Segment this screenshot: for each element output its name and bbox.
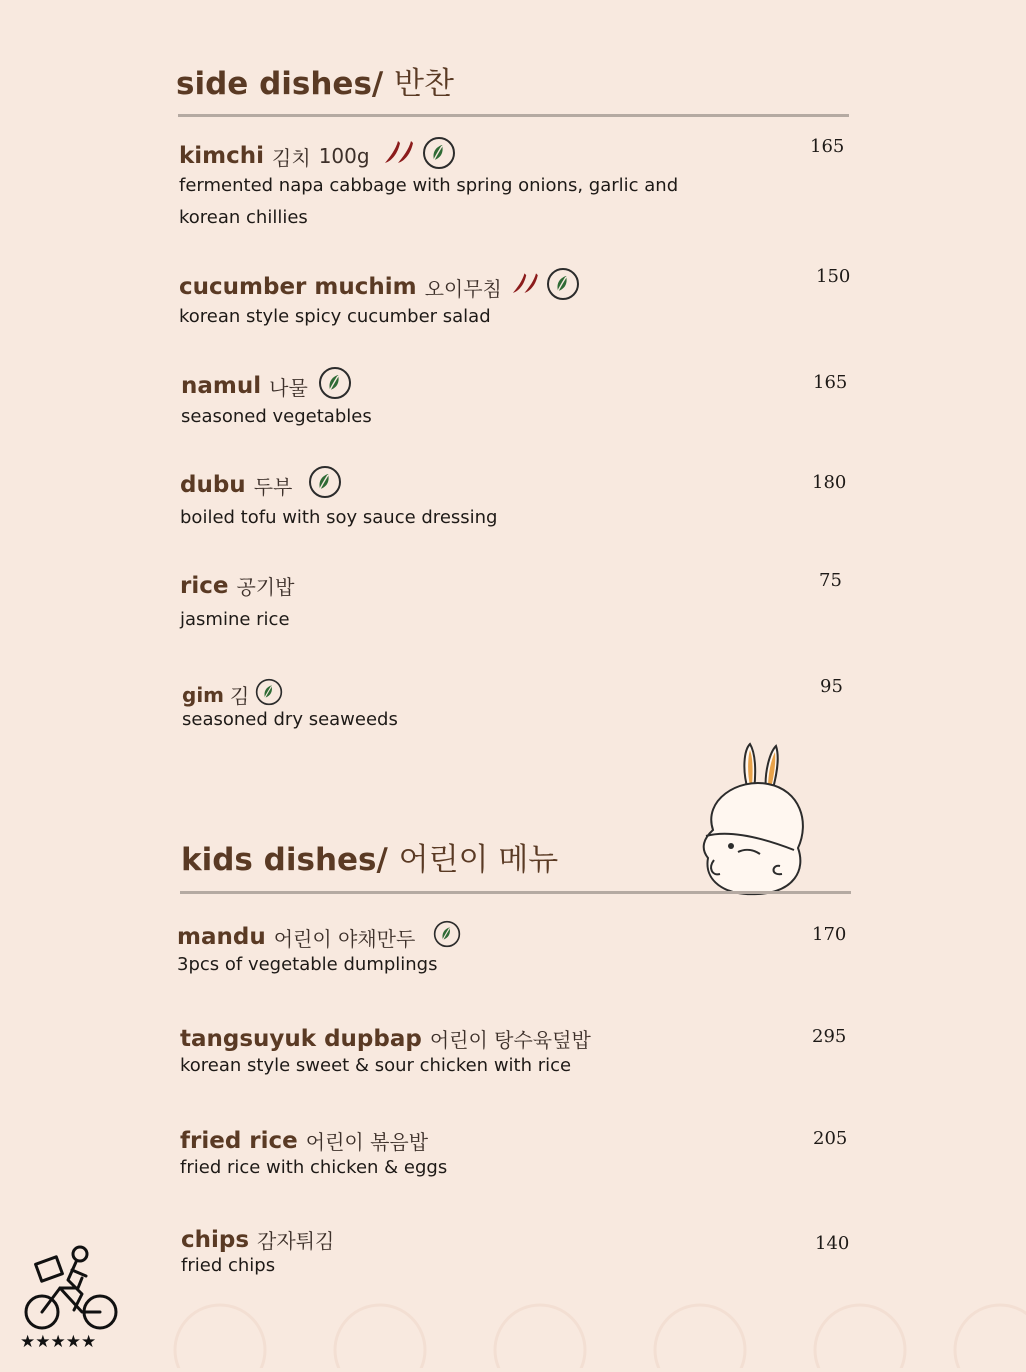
item-description: fermented napa cabbage with spring onions, garlic and korean chillies [179, 175, 679, 228]
item-name-ko: 두부 [253, 474, 293, 499]
item-name [180, 1126, 428, 1155]
item-price: 170 [812, 924, 847, 945]
section-title-kids-dishes [181, 834, 558, 879]
section-title-en: side dishes/ [176, 66, 384, 102]
item-price: 165 [810, 136, 845, 157]
item-name-en: chips [181, 1226, 250, 1253]
background-pattern [120, 1270, 1026, 1372]
item-name-ko: 김 [230, 684, 250, 708]
item-name [180, 571, 294, 600]
item-name-ko: 감자튀김 [257, 1229, 335, 1253]
item-name-en: gim [182, 682, 225, 707]
item-price: 205 [813, 1128, 848, 1149]
item-description: korean style spicy cucumber salad [179, 306, 491, 327]
item-price: 140 [815, 1233, 850, 1254]
section-title-ko: 어린이 메뉴 [398, 842, 559, 878]
item-description: 3pcs of vegetable dumplings [177, 954, 438, 975]
section-title-side-dishes [176, 58, 454, 103]
section-divider [180, 891, 851, 894]
item-name-ko: 김치 [272, 145, 311, 170]
item-name-en: rice [180, 572, 229, 599]
leaf-circle-icon [318, 366, 352, 406]
item-name-en: namul [181, 373, 262, 399]
item-description: seasoned dry seaweeds [182, 709, 398, 730]
item-description: seasoned vegetables [181, 406, 372, 427]
chili-pepper-icon [512, 270, 544, 304]
item-description: jasmine rice [180, 609, 290, 630]
item-weight: 100g [318, 144, 370, 168]
item-name-ko: 어린이 야채만두 [273, 926, 416, 951]
item-description: fried chips [181, 1255, 276, 1276]
item-name-ko: 나물 [269, 375, 308, 400]
item-description: boiled tofu with soy sauce dressing [180, 507, 498, 528]
item-name-en: mandu [177, 924, 266, 950]
section-title-ko: 반찬 [394, 66, 454, 102]
item-price: 180 [812, 472, 847, 493]
item-name-en: tangsuyuk dupbap [180, 1025, 422, 1052]
svg-text:★★★★★: ★★★★★ [20, 1332, 97, 1350]
item-price: 95 [820, 676, 843, 697]
item-name-en: cucumber muchim [179, 274, 417, 300]
item-name [180, 465, 342, 505]
item-name [181, 366, 352, 406]
item-description: korean style sweet & sour chicken with rice [180, 1055, 572, 1076]
chili-pepper-icon [384, 139, 420, 173]
item-price: 75 [819, 570, 842, 591]
item-name-ko: 어린이 볶음밥 [305, 1130, 429, 1154]
item-description: fried rice with chicken & eggs [180, 1157, 448, 1178]
item-name-en: dubu [180, 472, 246, 498]
section-divider [178, 114, 849, 117]
item-price: 150 [816, 266, 851, 287]
item-name-en: kimchi [179, 143, 265, 169]
delivery-cyclist-icon [20, 1244, 122, 1354]
section-title-en: kids dishes/ [181, 842, 388, 878]
leaf-circle-icon [308, 465, 342, 505]
item-name-ko: 공기밥 [236, 575, 295, 599]
item-price: 165 [813, 372, 848, 393]
item-price: 295 [812, 1026, 847, 1047]
item-name-ko: 오이무침 [424, 276, 502, 301]
bunny-mascot-icon [698, 740, 808, 904]
item-name-ko: 어린이 탕수육덮밥 [429, 1028, 591, 1052]
item-name-en: fried rice [180, 1127, 298, 1154]
item-name [180, 1024, 591, 1053]
